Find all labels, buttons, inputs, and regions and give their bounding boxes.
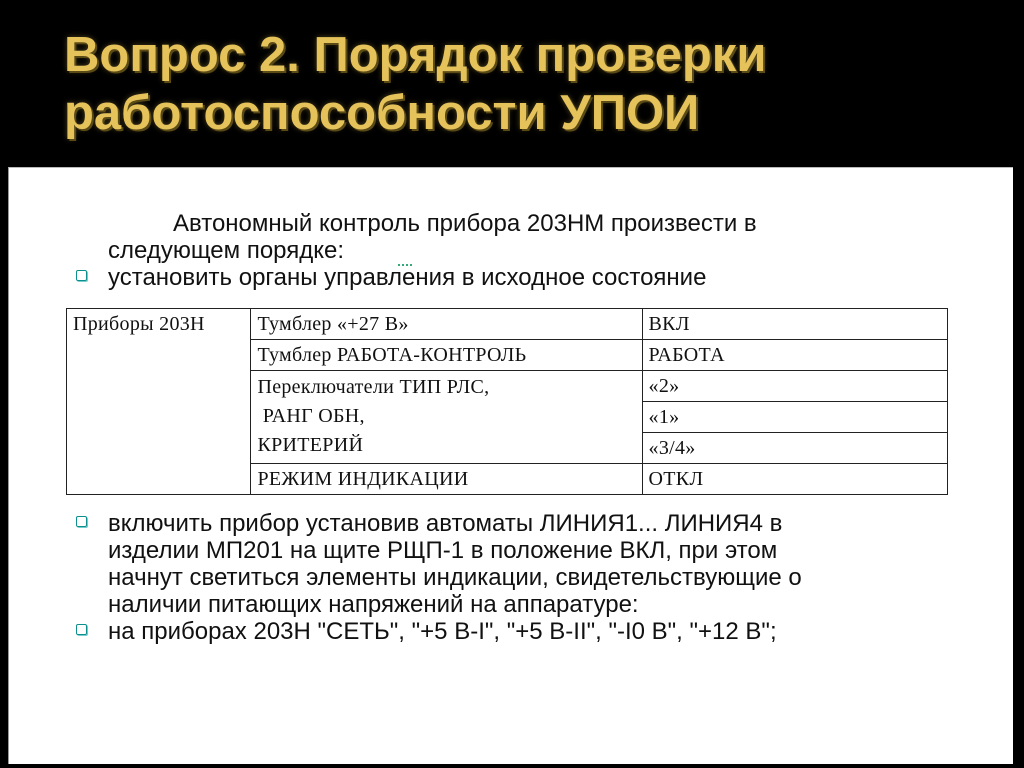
title-bar: [0, 0, 1024, 160]
intro-line-2: следующем порядке:: [108, 237, 345, 264]
table-value-cell: «3/4»: [642, 433, 947, 464]
table-value-cell: «1»: [642, 402, 947, 433]
spellcheck-underline: [398, 260, 412, 266]
bullet-text-2-line-4: наличии питающих напряжений на аппаратуре:: [108, 591, 639, 618]
table-control-line: РАНГ ОБН,: [257, 405, 365, 427]
bullet-text-2-line-3: начнут светиться элементы индикации, свидетельствующие о: [108, 564, 802, 591]
table-control-cell: Тумблер «+27 В»: [251, 309, 642, 340]
slide-title-line-2: работоспособности УПОИ: [64, 86, 700, 140]
settings-table: [66, 308, 948, 495]
table-control-line: Переключатели ТИП РЛС,: [257, 376, 490, 398]
bullet-icon: [76, 270, 87, 281]
table-control-cell: РЕЖИМ ИНДИКАЦИИ: [251, 464, 642, 495]
bullet-text-2-line-1: включить прибор установив автоматы ЛИНИЯ1... ЛИНИЯ4 в: [108, 510, 783, 537]
intro-line-1: Автономный контроль прибора 203НМ произвести в: [173, 210, 757, 237]
slide-title: [64, 26, 1004, 142]
bullet-icon: [76, 624, 87, 635]
table-value-cell: ОТКЛ: [642, 464, 947, 495]
table-control-cell-multi: [251, 371, 642, 464]
table-value-cell: «2»: [642, 371, 947, 402]
table-control-cell: Тумблер РАБОТА-КОНТРОЛЬ: [251, 340, 642, 371]
table-control-line: КРИТЕРИЙ: [257, 434, 364, 456]
bullet-icon: [76, 516, 87, 527]
table-device-cell: Приборы 203Н: [67, 309, 251, 495]
bullet-text-1: установить органы управления в исходное состояние: [108, 264, 707, 291]
table-value-cell: ВКЛ: [642, 309, 947, 340]
bullet-text-2-line-2: изделии МП201 на щите РЩП-1 в положение ВКЛ, при этом: [108, 537, 778, 564]
table-value-cell: РАБОТА: [642, 340, 947, 371]
slide-title-line-1: Вопрос 2. Порядок проверки: [64, 28, 767, 82]
bullet-text-3: на приборах 203Н "СЕТЬ", "+5 В-I", "+5 В-II", "-I0 В", "+12 В";: [108, 618, 777, 645]
